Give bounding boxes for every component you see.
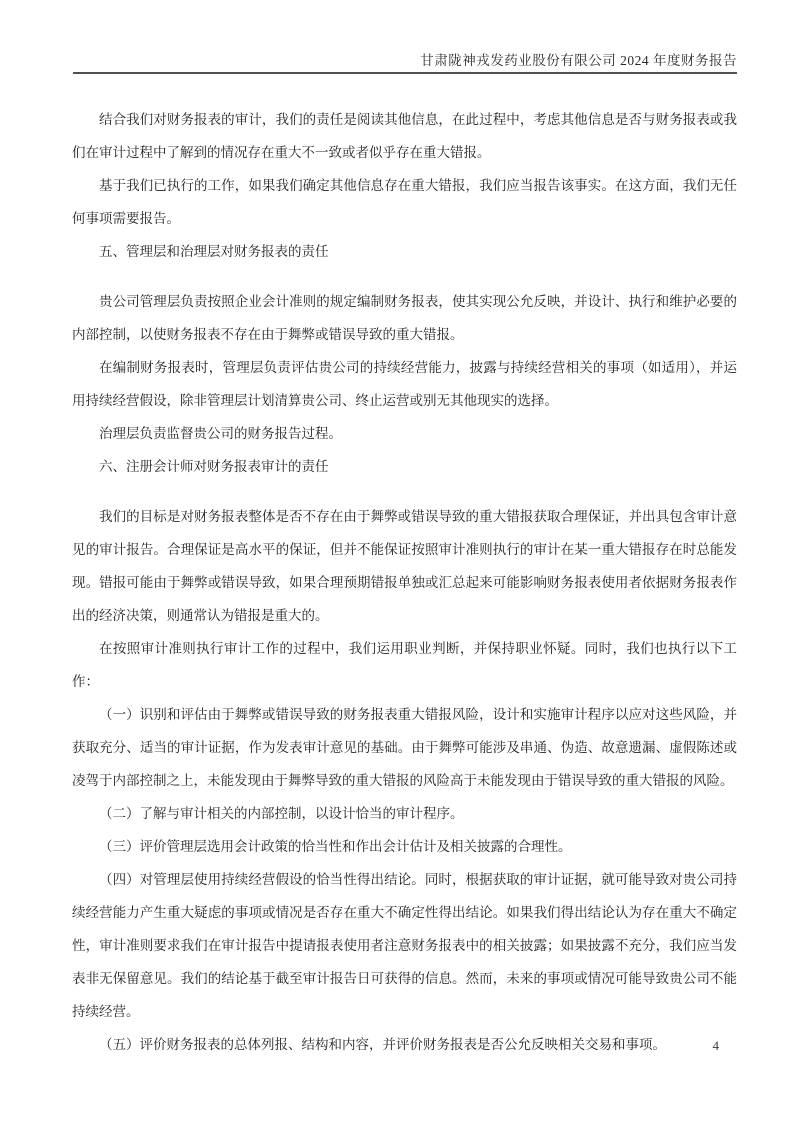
section-heading: 五、管理层和治理层对财务报表的责任 xyxy=(99,244,329,259)
paragraph: 在编制财务报表时，管理层负责评估贵公司的持续经营能力，披露与持续经营相关的事项（如适用），并运用持续经营假设，除非管理层计划清算贵公司、终止运营或别无其他现实的选择。 xyxy=(72,360,737,408)
paragraph: （四）对管理层使用持续经营假设的恰当性得出结论。同时，根据获取的审计证据，就可能导致对贵公司持续经营能力产生重大疑虑的事项或情况是否存在重大不确定性得出结论。如果我们得出结论认为存在重大不确定性，审计准则要求我们在审计报告中提请报表使用者注意财务报表中的相关披露；如果披露不充分，我们应当发表非无保留意见。我们的结论基于截至审计报告日可获得的信息。然而，未来的事项或情况可能导致贵公司不能持续经营。 xyxy=(72,872,737,1019)
paragraph: （三）评价管理层选用会计政策的恰当性和作出会计估计及相关披露的合理性。 xyxy=(99,839,572,854)
paragraph: 结合我们对财务报表的审计，我们的责任是阅读其他信息，在此过程中，考虑其他信息是否与财务报表或我们在审计过程中了解到的情况存在重大不一致或者似乎存在重大错报。 xyxy=(72,112,737,160)
page-header xyxy=(73,0,737,74)
section-heading: 六、注册会计师对财务报表审计的责任 xyxy=(99,459,329,474)
document-body xyxy=(72,74,737,1061)
paragraph: 在按照审计准则执行审计工作的过程中，我们运用职业判断，并保持职业怀疑。同时，我们也执行以下工作： xyxy=(72,641,737,689)
paragraph: （二）了解与审计相关的内部控制，以设计恰当的审计程序。 xyxy=(99,806,464,821)
paragraph: 贵公司管理层负责按照企业会计准则的规定编制财务报表，使其实现公允反映，并设计、执行和维护必要的内部控制，以使财务报表不存在由于舞弊或错误导致的重大错报。 xyxy=(72,294,737,342)
paragraph: 基于我们已执行的工作，如果我们确定其他信息存在重大错报，我们应当报告该事实。在这方面，我们无任何事项需要报告。 xyxy=(72,178,737,226)
paragraph: （五）评价财务报表的总体列报、结构和内容，并评价财务报表是否公允反映相关交易和事项。 xyxy=(99,1037,666,1052)
header-title: 甘肃陇神戎发药业股份有限公司 2024 年度财务报告 xyxy=(420,53,737,68)
paragraph: 我们的目标是对财务报表整体是否不存在由于舞弊或错误导致的重大错报获取合理保证，并出具包含审计意见的审计报告。合理保证是高水平的保证，但并不能保证按照审计准则执行的审计在某一重大错报存在时总能发现。错报可能由于舞弊或错误导致，如果合理预期错报单独或汇总起来可能影响财务报表使用者依据财务报表作出的经济决策，则通常认为错报是重大的。 xyxy=(72,509,737,623)
page-number: 4 xyxy=(712,1038,719,1053)
paragraph: 治理层负责监督贵公司的财务报告过程。 xyxy=(99,426,342,441)
page-footer xyxy=(0,1038,719,1054)
paragraph: （一）识别和评估由于舞弊或错误导致的财务报表重大错报风险，设计和实施审计程序以应对这些风险，并获取充分、适当的审计证据，作为发表审计意见的基础。由于舞弊可能涉及串通、伪造、故意遗漏、虚假陈述或凌驾于内部控制之上，未能发现由于舞弊导致的重大错报的风险高于未能发现由于错误导致的重大错报的风险。 xyxy=(72,707,737,788)
